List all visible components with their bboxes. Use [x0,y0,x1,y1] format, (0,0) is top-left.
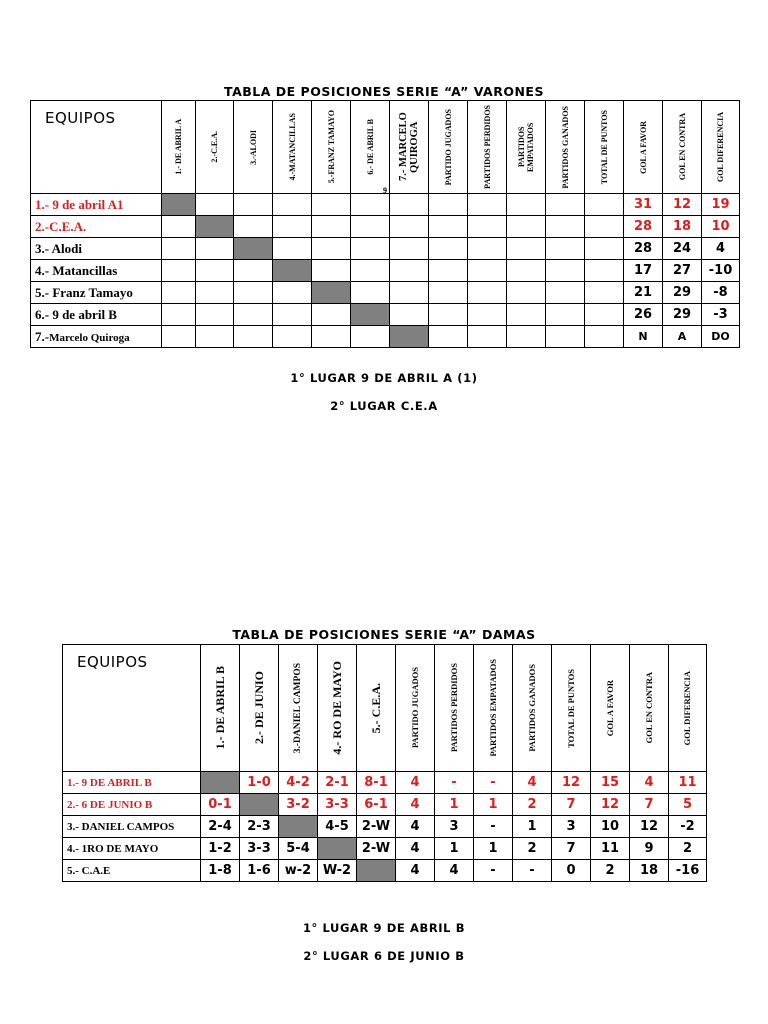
column-header: 5.- C.E.A. [357,645,396,772]
column-header: 1.- DE ABRIL A [162,101,196,194]
table-cell: 2 [669,838,707,860]
table-cell [318,838,357,860]
varones-header-row [31,101,740,194]
equipos-header: EQUIPOS [31,101,162,194]
damas-header-row [63,645,707,772]
team-name: 4.- Matancillas [31,260,162,282]
gol-a-favor: N [624,326,663,348]
column-header: PARTIDOS GANADOS [513,645,552,772]
varones-second-place: 2° LUGAR C.E.A [330,399,438,413]
table-cell: 2 [591,860,630,882]
table-cell: 4 [396,772,435,794]
table-cell: 4 [396,794,435,816]
team-name: 5.- Franz Tamayo [31,282,162,304]
table-cell: 2 [513,838,552,860]
gol-diferencia: 19 [702,194,740,216]
table-row [63,772,707,794]
table-cell: 4 [396,838,435,860]
table-cell: 10 [591,816,630,838]
varones-title: TABLA DE POSICIONES SERIE “A” VARONES [224,84,544,99]
gol-en-contra: 24 [663,238,702,260]
table-cell: 12 [591,794,630,816]
gol-en-contra: 27 [663,260,702,282]
team-name: 3.- Alodi [31,238,162,260]
gol-en-contra: 18 [663,216,702,238]
table-cell: -16 [669,860,707,882]
table-cell: 18 [630,860,669,882]
table-cell: 4 [396,816,435,838]
table-cell: W-2 [318,860,357,882]
team-name: 2.- 6 DE JUNIO B [63,794,201,816]
table-cell: 0-1 [201,794,240,816]
table-cell: 1 [435,838,474,860]
table-row [63,860,707,882]
column-header: 6.- DE ABRIL B 9 [351,101,390,194]
team-name: 5.- C.A.E [63,860,201,882]
table-cell: 4-5 [318,816,357,838]
column-header: TOTAL DE PUNTOS [585,101,624,194]
gol-en-contra: 12 [663,194,702,216]
table-cell: - [474,860,513,882]
team-name: 3.- DANIEL CAMPOS [63,816,201,838]
varones-first-place: 1° LUGAR 9 DE ABRIL A (1) [290,371,478,385]
column-header: GOL DIFERENCIA [702,101,740,194]
table-cell: 6-1 [357,794,396,816]
table-cell: 2-3 [240,816,279,838]
table-cell: 4 [435,860,474,882]
column-header: PARTIDOS GANADOS [546,101,585,194]
table-row [31,238,740,260]
table-cell: 0 [552,860,591,882]
gol-diferencia: -3 [702,304,740,326]
damas-table [62,644,707,882]
table-row [31,326,740,348]
column-header: 3.-DANIEL CAMPOS [279,645,318,772]
gol-diferencia: 10 [702,216,740,238]
table-cell [240,794,279,816]
column-header: PARTIDO JUGADOS [429,101,468,194]
gol-a-favor: 21 [624,282,663,304]
table-cell: - [513,860,552,882]
table-row [63,838,707,860]
table-cell: 3-2 [279,794,318,816]
gol-en-contra: A [663,326,702,348]
table-cell: 1-2 [201,838,240,860]
gol-diferencia: -8 [702,282,740,304]
table-cell [279,816,318,838]
damas-second-place: 2° LUGAR 6 DE JUNIO B [303,949,465,963]
column-header: GOL EN CONTRA [630,645,669,772]
table-row [31,194,740,216]
table-cell: 11 [669,772,707,794]
table-cell: 5-4 [279,838,318,860]
column-header: 2.- DE JUNIO [240,645,279,772]
table-cell: 12 [630,816,669,838]
table-cell: - [474,816,513,838]
table-cell: 2 [513,794,552,816]
table-cell: 9 [630,838,669,860]
table-cell: 8-1 [357,772,396,794]
column-header: 4.-MATANCILLAS [273,101,312,194]
table-cell: 1-6 [240,860,279,882]
team-name: 4.- 1RO DE MAYO [63,838,201,860]
table-cell: 7 [552,838,591,860]
table-cell: - [435,772,474,794]
table-cell: 2-4 [201,816,240,838]
table-cell: 1 [435,794,474,816]
column-header: 5.-FRANZ TAMAYO [312,101,351,194]
column-header: PARTIDOS PERDIDOS [435,645,474,772]
table-cell: 5 [669,794,707,816]
gol-a-favor: 31 [624,194,663,216]
column-header: 1.- DE ABRIL B [201,645,240,772]
gol-diferencia: DO [702,326,740,348]
table-cell: 4-2 [279,772,318,794]
table-cell: 1 [513,816,552,838]
table-row [31,282,740,304]
table-cell: w-2 [279,860,318,882]
gol-a-favor: 28 [624,216,663,238]
table-cell: - [474,772,513,794]
table-cell: 1 [474,794,513,816]
column-header: PARTIDOS EMPATADOS [507,101,546,194]
gol-en-contra: 29 [663,282,702,304]
table-row [63,816,707,838]
table-cell: 11 [591,838,630,860]
table-cell: 7 [630,794,669,816]
gol-diferencia: 4 [702,238,740,260]
table-cell: 2-W [357,816,396,838]
gol-a-favor: 17 [624,260,663,282]
damas-first-place: 1° LUGAR 9 DE ABRIL B [302,921,466,935]
column-header: PARTIDOS PERDIDOS [468,101,507,194]
table-cell: 2-1 [318,772,357,794]
team-name: 1.- 9 DE ABRIL B [63,772,201,794]
table-cell: 7 [552,794,591,816]
gol-a-favor: 26 [624,304,663,326]
table-cell: 12 [552,772,591,794]
equipos-header: EQUIPOS [63,645,201,772]
table-cell: 15 [591,772,630,794]
damas-title: TABLA DE POSICIONES SERIE “A” DAMAS [232,627,536,642]
table-cell: 4 [396,860,435,882]
column-header: PARTIDO JUGADOS [396,645,435,772]
table-row [31,216,740,238]
table-cell: 3-3 [318,794,357,816]
team-name: 6.- 9 de abril B [31,304,162,326]
table-cell: -2 [669,816,707,838]
column-header: TOTAL DE PUNTOS [552,645,591,772]
table-row [63,794,707,816]
gol-diferencia: -10 [702,260,740,282]
column-header: 2.-C.E.A. [196,101,234,194]
table-cell: 4 [630,772,669,794]
table-cell: 3 [435,816,474,838]
column-header: GOL DIFERENCIA [669,645,707,772]
column-header: GOL A FAVOR [591,645,630,772]
table-cell: 3 [552,816,591,838]
stray-mark: 9 [383,186,387,194]
team-name: 1.- 9 de abril A1 [31,194,162,216]
column-header: 3.-ALODI [234,101,273,194]
varones-table [30,100,740,348]
team-name: 7.-Marcelo Quiroga [31,326,162,348]
table-cell: 1-0 [240,772,279,794]
table-row [31,260,740,282]
column-header: PARTIDOS EMPATADOS [474,645,513,772]
team-name: 2.-C.E.A. [31,216,162,238]
table-cell: 2-W [357,838,396,860]
column-header: 7.- MARCELO QUIROGA [390,101,429,194]
column-header: 4.- RO DE MAYO [318,645,357,772]
column-header: GOL A FAVOR [624,101,663,194]
table-row [31,304,740,326]
table-cell [357,860,396,882]
table-cell: 1 [474,838,513,860]
table-cell: 1-8 [201,860,240,882]
gol-en-contra: 29 [663,304,702,326]
column-header: GOL EN CONTRA [663,101,702,194]
gol-a-favor: 28 [624,238,663,260]
table-cell: 3-3 [240,838,279,860]
table-cell: 4 [513,772,552,794]
table-cell [201,772,240,794]
